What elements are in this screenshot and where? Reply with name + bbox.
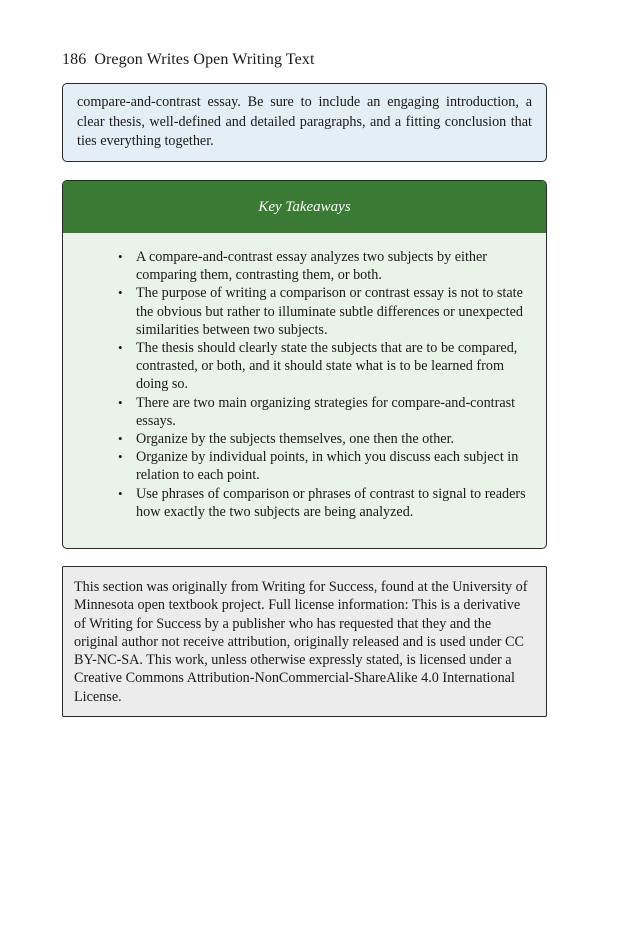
license-text: This section was originally from Writing for Success, found at the University of Minnesota open textbook project. Full license information: This is a derivative of Writing for Success by a publisher who has requested that they and the original author not receive attribution, originally released and is used under CC BY-NC-SA. This work, unless otherwise expressly stated, is licensed under a Creative Commons Attribution-NonCommercial-ShareAlike 4.0 International License.	[74, 579, 528, 705]
bullet-icon: •	[118, 394, 123, 410]
bullet-icon: •	[118, 249, 123, 264]
list-item: • There are two main organizing strategies for compare-and-contrast essays.	[118, 394, 516, 429]
list-item: • Organize by the subjects themselves, one then the other.	[118, 431, 455, 448]
continued-exercise-box	[62, 83, 547, 162]
list-item: • A compare-and-contrast essay analyzes two subjects by either comparing them, contrasting them, or both.	[118, 249, 488, 284]
list-item: • Organize by individual points, in which you discuss each subject in relation to each point.	[118, 449, 519, 484]
key-takeaways-box	[62, 180, 547, 549]
list-item: • Use phrases of comparison or phrases of contrast to signal to readers how exactly the two subjects are being analyzed.	[118, 485, 526, 520]
list-item: • The thesis should clearly state the subjects that are to be compared, contrasted, or both, and it should state what is to be learned from doing so.	[118, 340, 518, 393]
list-item: • The purpose of writing a comparison or contrast essay is not to state the obvious but rather to illuminate subtle differences or unexpected similarities between two subjects.	[118, 285, 524, 338]
continued-exercise-text: compare-and-contrast essay. Be sure to include an engaging introduction, a clear thesis, well-defined and detailed paragraphs, and a fitting conclusion that ties everything together.	[77, 94, 532, 149]
bullet-icon: •	[118, 431, 123, 447]
bullet-icon: •	[118, 485, 123, 501]
running-head	[62, 51, 315, 69]
page-number: 186	[62, 51, 87, 68]
bullet-icon: •	[118, 449, 123, 465]
book-title: Oregon Writes Open Writing Text	[94, 51, 315, 68]
license-box	[62, 566, 547, 717]
key-takeaways-title: Key Takeaways	[258, 198, 351, 215]
bullet-icon: •	[118, 340, 123, 356]
key-takeaways-header	[63, 181, 546, 233]
key-takeaways-list	[63, 233, 546, 521]
bullet-icon: •	[118, 285, 123, 301]
